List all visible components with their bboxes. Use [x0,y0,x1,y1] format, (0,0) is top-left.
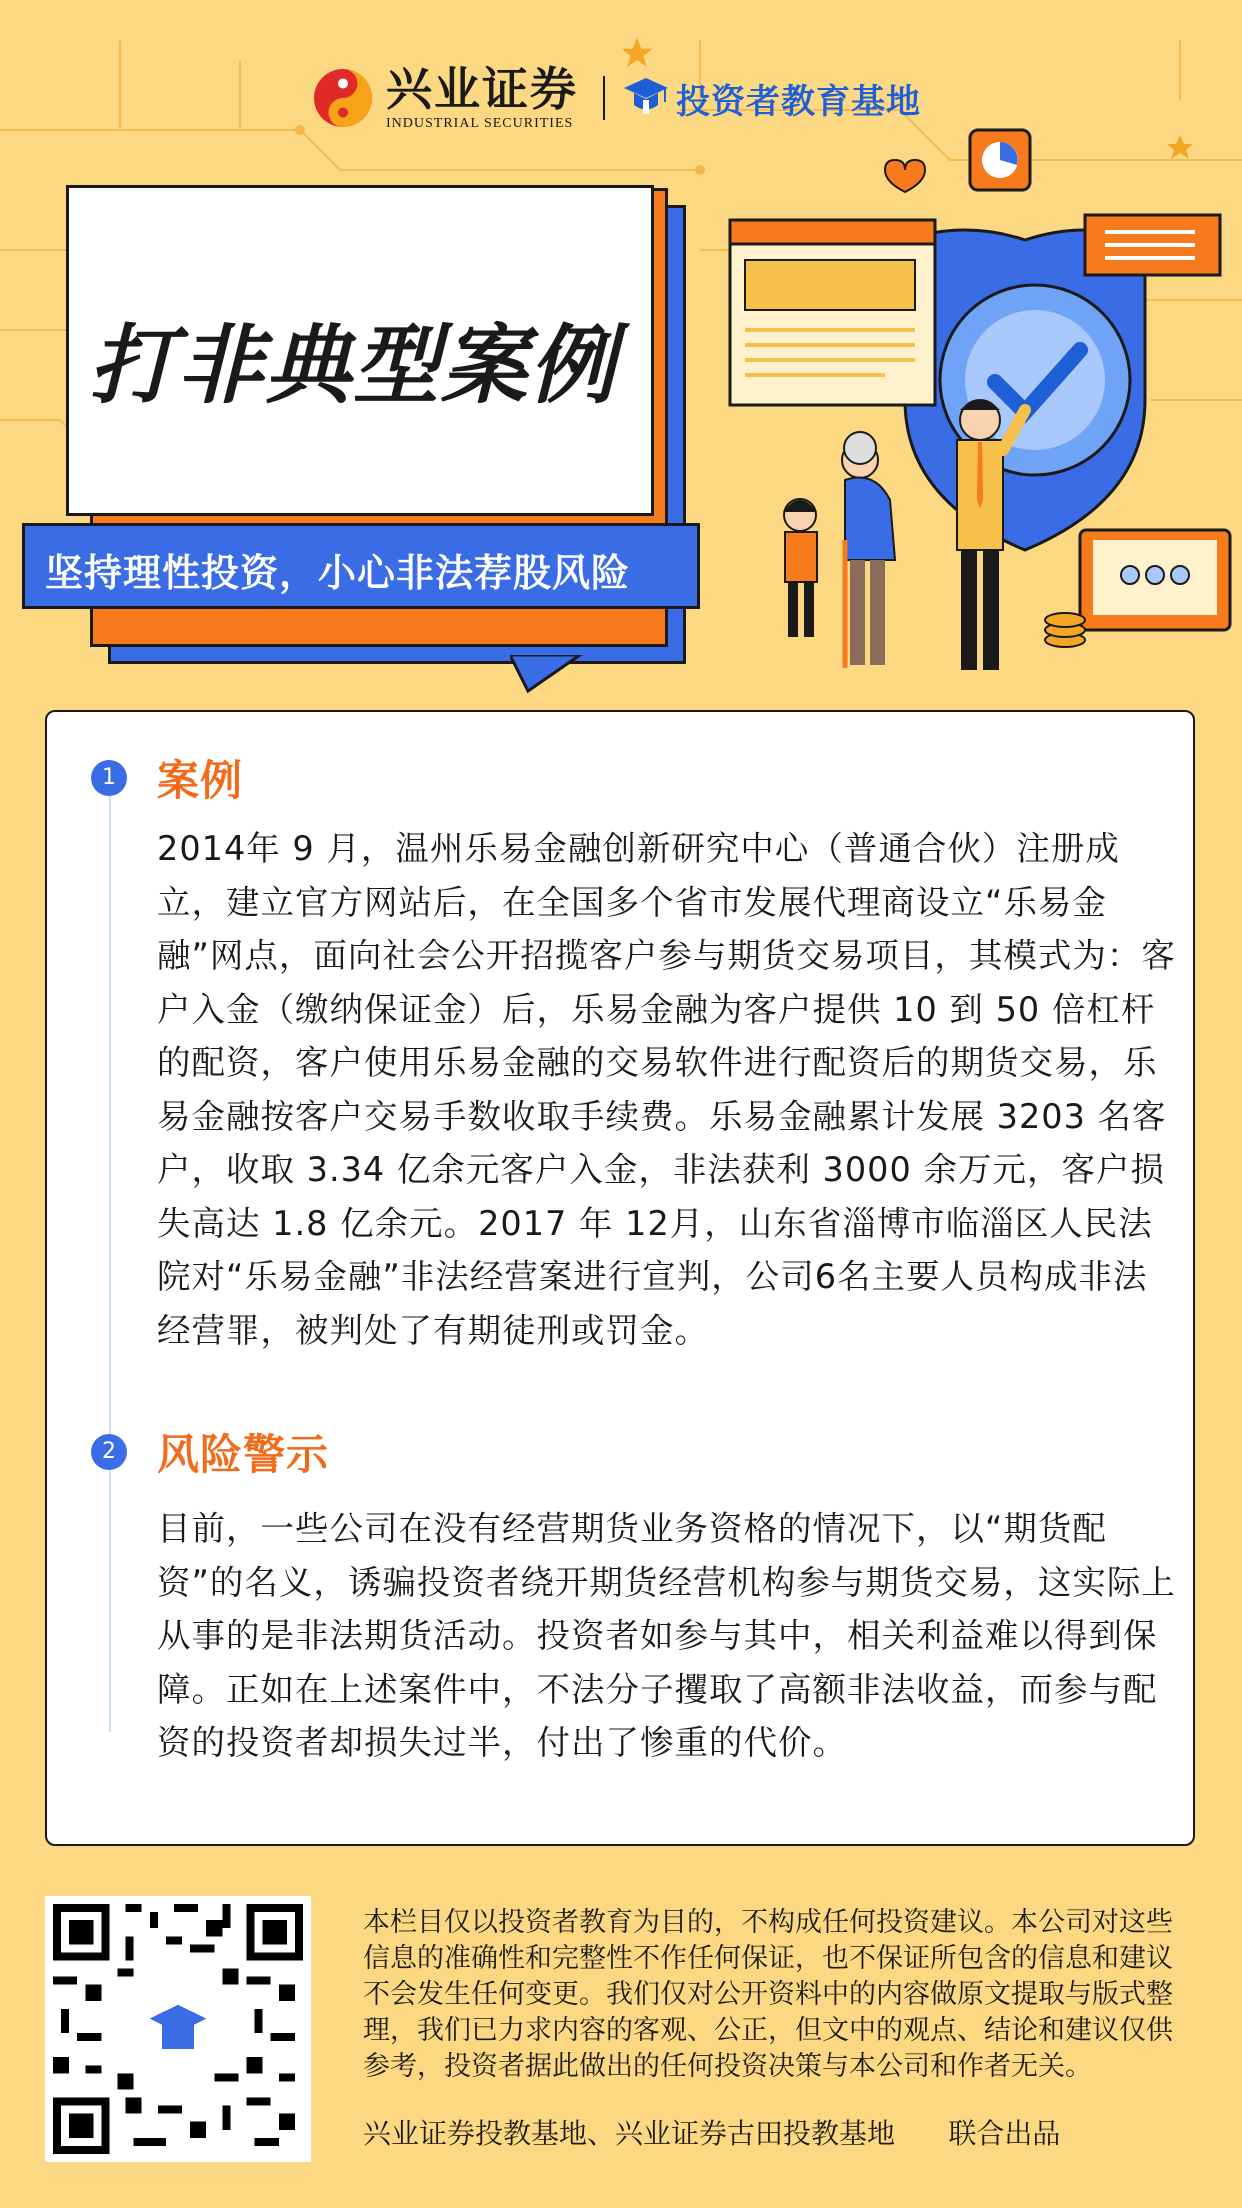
subtitle-banner [22,523,700,609]
section-title-case: 案例 [157,756,244,805]
edu-base-label: 投资者教育基地 [676,82,921,122]
credits-text: 兴业证券投教基地、兴业证券古田投教基地 联合出品 [363,2117,1061,2150]
section-number-1: 1 [91,760,127,796]
graduation-cap-icon [622,72,670,120]
header-divider [603,76,605,120]
disclaimer-text: 本栏目仅以投资者教育为目的，不构成任何投资建议。本公司对这些信息的准确性和完整性不作任何保证，也不保证所包含的信息和建议不会发生任何变更。我们仅对公开资料中的内容做原文提取与版式整理，我们已力求内容的客观、公正，但文中的观点、结论和建议仅供参考，投资者据此做出的任何投资决策与本公司和作者无关。 [363,1907,1173,2082]
title-card [66,185,654,516]
section-number-2: 2 [91,1434,127,1470]
page-title: 打非典型案例 [89,316,617,416]
speech-tail [510,655,590,695]
brand-name-en: INDUSTRIAL SECURITIES [386,116,574,131]
section-body-risk: 目前，一些公司在没有经营期货业务资格的情况下，以“期货配资”的名义，诱骗投资者绕开期货经营机构参与期货交易，这实际上从事的是非法期货活动。投资者如参与其中，相关利益难以得到保障。正如在上述案件中，不法分子攫取了高额非法收益，而参与配资的投资者却损失过半，付出了惨重的代价。 [157,1509,1176,1762]
subtitle-text: 坚持理性投资，小心非法荐股风险 [45,551,631,595]
hero-illustration [725,120,1235,680]
timeline-line [109,782,111,1732]
section-title-risk: 风险警示 [157,1430,330,1479]
star-icon [620,36,654,70]
heart-icon [885,160,925,192]
content-card [45,710,1195,1846]
footer [0,1890,1242,2208]
logo-swirl-icon [313,68,373,128]
qr-code[interactable] [45,1896,311,2162]
brand-name: 兴业证券 [386,62,578,116]
section-body-case: 2014年 9 月，温州乐易金融创新研究中心（普通合伙）注册成立，建立官方网站后，在全国多个省市发展代理商设立“乐易金融”网点，面向社会公开招揽客户参与期货交易项目，其模式为：客户入金（缴纳保证金）后，乐易金融为客户提供 10 到 50 倍杠杆的配资，客户使用乐易金融的交易软件进行配资后的期货交易，乐易金融按客户交易手数收取手续费。乐易金融累计发展 3203 名客户，收取 3.34 亿余元客户入金，非法获利 3000 余万元，客户损失高达 1.8 亿余元。2017 年 12月，山东省淄博市临淄区人民法院对“乐易金融”非法经营案进行宣判，公司6名主要人员构成非法经营罪，被判处了有期徒刑或罚金。 [157,829,1176,1350]
